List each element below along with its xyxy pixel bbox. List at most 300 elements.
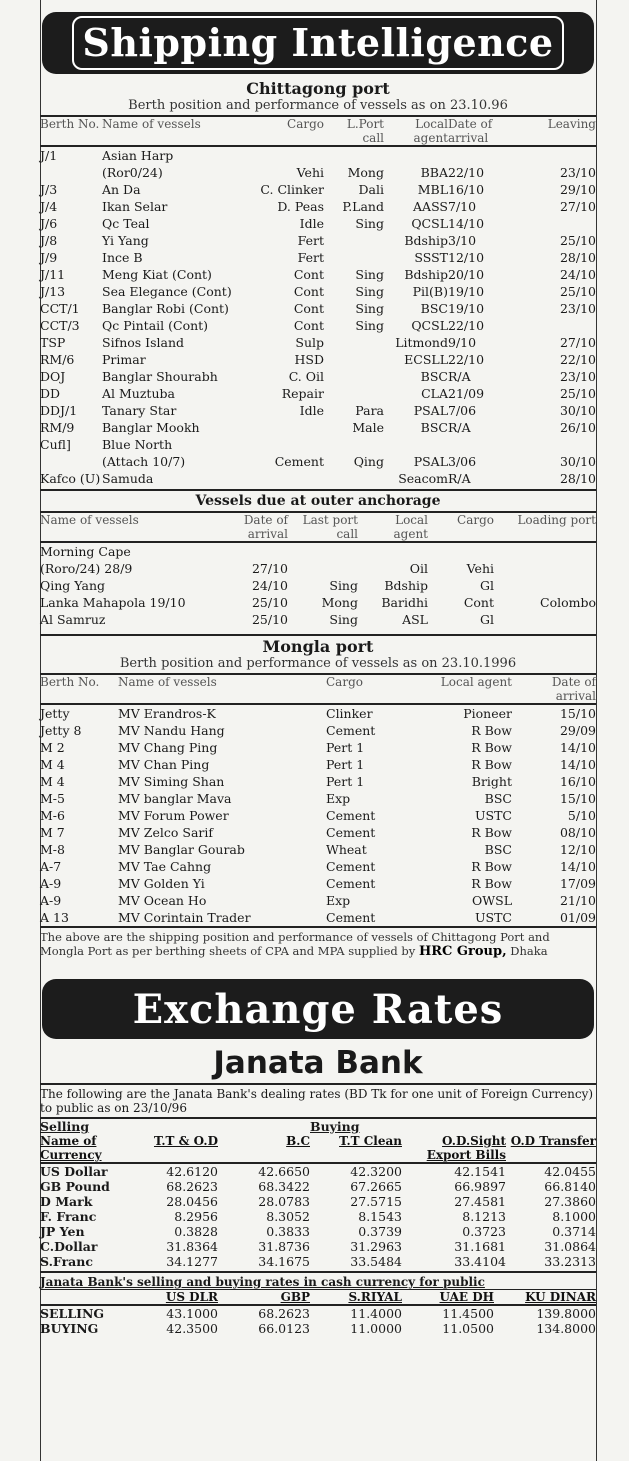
table-cell: 33.2313 — [544, 1254, 596, 1269]
table-cell: 28/10 — [559, 471, 596, 486]
table-cell: R Bow — [471, 859, 512, 874]
table-cell: Al Samruz — [40, 612, 106, 627]
exchange-header-row — [40, 1134, 596, 1163]
table-cell: 25/10 — [559, 284, 596, 299]
mongla-vessel-row — [40, 807, 596, 824]
table-cell: Bright — [471, 774, 512, 789]
table-cell — [324, 351, 384, 368]
column-header: Berth No. — [40, 675, 100, 689]
table-cell — [448, 146, 518, 164]
vessel-row — [40, 470, 596, 487]
table-cell: 42.6120 — [166, 1164, 218, 1179]
table-cell: PSAL — [413, 403, 448, 418]
column-header: Name of Currency — [40, 1134, 102, 1162]
table-cell: Cement — [326, 859, 376, 874]
cash-row — [40, 1305, 596, 1321]
outer-vessel-row — [40, 560, 596, 577]
column-header: Loading port — [517, 513, 596, 527]
table-cell: F. Franc — [40, 1209, 97, 1224]
table-cell: C.Dollar — [40, 1239, 98, 1254]
vessel-row — [40, 249, 596, 266]
column-header: KU DINAR — [525, 1290, 596, 1304]
table-cell: Blue North — [102, 437, 173, 452]
table-cell: 22/10 — [448, 165, 485, 180]
table-cell — [324, 232, 384, 249]
table-cell — [384, 436, 448, 453]
table-cell: 66.0123 — [258, 1321, 310, 1336]
table-cell: R Bow — [471, 757, 512, 772]
outer-vessel-row — [40, 594, 596, 611]
cash-body — [40, 1305, 596, 1336]
currency-row — [40, 1239, 596, 1254]
mongla-vessel-row — [40, 790, 596, 807]
mongla-vessel-row — [40, 722, 596, 739]
shipping-banner — [42, 12, 594, 74]
note-city: Dhaka — [510, 944, 548, 958]
cash-title: Janata Bank's selling and buying rates in cash currency for public — [40, 1271, 596, 1289]
column-header: B.C — [286, 1134, 310, 1148]
column-header: S.RIYAL — [348, 1290, 402, 1304]
table-cell: P.Land — [342, 199, 384, 214]
table-cell: MV Chang Ping — [118, 740, 218, 755]
table-cell: Cement — [326, 808, 376, 823]
table-cell: BSC — [484, 791, 512, 806]
table-cell: 27/10 — [251, 561, 288, 576]
table-cell: Cement — [274, 454, 324, 469]
table-cell: Seacom — [398, 471, 448, 486]
table-cell: Fert — [297, 250, 324, 265]
table-cell — [288, 542, 358, 560]
table-cell: SELLING — [40, 1306, 105, 1321]
table-cell: RM/6 — [40, 352, 75, 367]
table-cell: 27.4581 — [454, 1194, 506, 1209]
currency-row — [40, 1224, 596, 1239]
table-cell: Vehi — [296, 165, 324, 180]
table-cell: AASS — [413, 199, 448, 214]
table-cell: Colombo — [540, 595, 596, 610]
table-cell: 66.8140 — [544, 1179, 596, 1194]
column-header: Local agent — [440, 675, 512, 689]
table-cell: 28.0456 — [166, 1194, 218, 1209]
table-cell: M-6 — [40, 808, 65, 823]
table-cell: Sea Elegance (Cont) — [102, 284, 232, 299]
table-cell: 42.3200 — [350, 1164, 402, 1179]
table-cell: 11.4000 — [350, 1306, 402, 1321]
table-cell: D Mark — [40, 1194, 93, 1209]
table-cell: Cont — [463, 595, 494, 610]
table-cell: GB Pound — [40, 1179, 110, 1194]
table-cell — [494, 577, 596, 594]
currency-row — [40, 1254, 596, 1269]
column-header: US DLR — [165, 1290, 218, 1304]
outer-vessel-row — [40, 577, 596, 594]
exchange-banner — [42, 979, 594, 1039]
table-cell: Fert — [297, 233, 324, 248]
table-cell: 14/10 — [448, 216, 485, 231]
table-cell: 28/10 — [559, 250, 596, 265]
outer-vessel-row — [40, 542, 596, 560]
mongla-vessel-row — [40, 909, 596, 926]
table-cell: ECSLL — [404, 352, 448, 367]
column-header: Berth No. — [40, 117, 100, 131]
vessel-row — [40, 215, 596, 232]
table-cell — [40, 164, 102, 181]
table-cell: 27/10 — [559, 199, 596, 214]
table-cell: Banglar Mookh — [102, 420, 200, 435]
currency-row — [40, 1163, 596, 1179]
table-cell — [40, 453, 102, 470]
table-cell: Oil — [409, 561, 428, 576]
mongla-vessel-row — [40, 824, 596, 841]
column-header: Cargo — [287, 117, 324, 131]
table-cell: Pert 1 — [326, 740, 365, 755]
outer-anchorage-title: Vessels due at outer anchorage — [40, 489, 596, 511]
vessel-row — [40, 368, 596, 385]
table-cell — [384, 146, 448, 164]
table-cell: 3/06 — [448, 454, 477, 469]
table-cell: 25/10 — [559, 233, 596, 248]
table-cell: CCT/1 — [40, 301, 80, 316]
table-cell: R Bow — [471, 723, 512, 738]
table-cell: (Attach 10/7) — [102, 454, 186, 469]
table-cell: J/4 — [40, 199, 58, 214]
vessel-row — [40, 198, 596, 215]
exchange-body — [40, 1163, 596, 1269]
buying-label: Buying — [310, 1119, 360, 1134]
column-header: T.T Clean — [339, 1134, 402, 1148]
table-cell: 19/10 — [448, 284, 485, 299]
table-cell — [324, 368, 384, 385]
column-header: O.D.Sight Export Bills — [426, 1134, 506, 1162]
table-cell: Asian Harp — [102, 148, 174, 163]
table-cell: 15/10 — [559, 791, 596, 806]
table-cell: 01/09 — [559, 910, 596, 925]
vessel-row — [40, 334, 596, 351]
table-cell: USTC — [475, 910, 512, 925]
table-cell: Dali — [358, 182, 384, 197]
table-cell — [252, 436, 324, 453]
mongla-vessel-row — [40, 892, 596, 909]
table-cell: A-7 — [40, 859, 62, 874]
bank-name: Janata Bank — [213, 1045, 423, 1081]
table-cell: 5/10 — [567, 808, 596, 823]
table-cell: 11.0500 — [442, 1321, 494, 1336]
table-cell: 7/06 — [448, 403, 477, 418]
table-cell: DOJ — [40, 369, 66, 384]
vessel-row — [40, 232, 596, 249]
table-cell: 8.1543 — [358, 1209, 402, 1224]
vessel-row — [40, 146, 596, 164]
table-cell: 16/10 — [559, 774, 596, 789]
table-cell: Gl — [480, 612, 494, 627]
table-cell — [252, 470, 324, 487]
column-header: Name of vessels — [118, 675, 217, 689]
table-cell: MV Zelco Sarif — [118, 825, 213, 840]
table-cell: 8.1213 — [462, 1209, 506, 1224]
table-cell: Baridhi — [381, 595, 428, 610]
table-cell: R Bow — [471, 825, 512, 840]
table-cell: M 2 — [40, 740, 65, 755]
table-cell: A 13 — [40, 910, 69, 925]
table-cell: Al Muztuba — [102, 386, 175, 401]
table-cell: MV banglar Mava — [118, 791, 232, 806]
table-cell: Sing — [355, 301, 384, 316]
table-cell: Qc Teal — [102, 216, 150, 231]
table-cell: 7/10 — [448, 199, 477, 214]
table-cell: 22/10 — [448, 352, 485, 367]
table-cell: R Bow — [471, 740, 512, 755]
table-cell: HSD — [294, 352, 324, 367]
table-cell: Banglar Shourabh — [102, 369, 218, 384]
newspaper-column — [40, 0, 596, 1461]
table-cell: (Ror0/24) — [102, 165, 163, 180]
column-header: Name of vessels — [102, 117, 201, 131]
table-cell: 0.3739 — [358, 1224, 402, 1239]
table-cell: MBL — [417, 182, 448, 197]
table-cell: 33.4104 — [454, 1254, 506, 1269]
column-header: T.T & O.D — [153, 1134, 218, 1148]
column-header: L.Port call — [346, 117, 384, 145]
table-cell: M 7 — [40, 825, 65, 840]
vessel-row — [40, 164, 596, 181]
table-cell: 25/10 — [251, 612, 288, 627]
table-cell: Idle — [299, 216, 324, 231]
column-header: Local agent — [413, 117, 448, 145]
table-cell: PSAL — [413, 454, 448, 469]
table-cell: MV Nandu Hang — [118, 723, 225, 738]
table-cell: S.Franc — [40, 1254, 93, 1269]
table-cell: MV Corintain Trader — [118, 910, 251, 925]
table-cell — [358, 542, 428, 560]
table-cell: TSP — [40, 335, 66, 350]
table-cell: 27.3860 — [544, 1194, 596, 1209]
mongla-vessel-row — [40, 858, 596, 875]
table-cell: Pil(B) — [412, 284, 448, 299]
table-cell — [494, 542, 596, 560]
table-cell: USTC — [475, 808, 512, 823]
column-header: Date of arrival — [551, 675, 596, 703]
table-cell: 19/10 — [448, 301, 485, 316]
vessel-row — [40, 317, 596, 334]
table-cell: 12/10 — [559, 842, 596, 857]
cash-row — [40, 1321, 596, 1336]
table-cell: Bdship — [384, 578, 428, 593]
table-cell: Kafco (U) — [40, 471, 101, 486]
table-cell: Cont — [293, 301, 324, 316]
table-cell: Sing — [329, 578, 358, 593]
table-cell: Para — [355, 403, 384, 418]
table-cell: MV Erandros-K — [118, 706, 216, 721]
mongla-vessel-row — [40, 704, 596, 722]
table-cell: Qing — [353, 454, 384, 469]
note-group: HRC Group, — [418, 944, 507, 959]
table-cell: US Dollar — [40, 1164, 108, 1179]
table-cell: 24/10 — [559, 267, 596, 282]
table-cell — [324, 249, 384, 266]
table-cell: 42.1541 — [454, 1164, 506, 1179]
table-cell: Jetty 8 — [40, 723, 82, 738]
table-cell — [518, 317, 596, 334]
table-cell: Pert 1 — [326, 757, 365, 772]
table-cell: M-8 — [40, 842, 65, 857]
table-cell: 42.6650 — [258, 1164, 310, 1179]
table-cell: 20/10 — [448, 267, 485, 282]
table-cell: MV Siming Shan — [118, 774, 225, 789]
table-cell: 16/10 — [448, 182, 485, 197]
table-cell: 17/09 — [559, 876, 596, 891]
table-cell: 34.1675 — [258, 1254, 310, 1269]
table-cell: 31.2963 — [350, 1239, 402, 1254]
table-cell: 21/09 — [448, 386, 485, 401]
table-cell — [494, 611, 596, 628]
table-cell: 28.0783 — [258, 1194, 310, 1209]
table-cell: 23/10 — [559, 301, 596, 316]
mongla-subtitle: Berth position and performance of vessels as on 23.10.1996 — [119, 656, 517, 671]
table-cell: Cufl] — [40, 437, 71, 452]
table-cell: Sulp — [295, 335, 324, 350]
table-cell: (Roro/24) 28/9 — [40, 561, 133, 576]
table-cell: R Bow — [471, 876, 512, 891]
table-cell: Yi Yang — [102, 233, 149, 248]
table-cell: Sing — [355, 284, 384, 299]
table-cell: C. Clinker — [260, 182, 324, 197]
table-cell: 24/10 — [251, 578, 288, 593]
column-rule-right — [596, 0, 597, 1461]
table-cell: D. Peas — [277, 199, 324, 214]
table-cell: Cont — [293, 267, 324, 282]
table-cell — [252, 146, 324, 164]
table-cell: Samuda — [102, 471, 154, 486]
table-cell: 34.1277 — [166, 1254, 218, 1269]
table-cell: 25/10 — [251, 595, 288, 610]
table-cell: A-9 — [40, 876, 62, 891]
table-cell: 68.2623 — [166, 1179, 218, 1194]
vessel-row — [40, 351, 596, 368]
chittagong-header-row — [40, 116, 596, 146]
table-cell: J/3 — [40, 182, 58, 197]
table-cell: Sing — [355, 318, 384, 333]
mongla-vessel-row — [40, 739, 596, 756]
table-cell: 66.9897 — [454, 1179, 506, 1194]
table-cell: MV Chan Ping — [118, 757, 210, 772]
table-cell: 08/10 — [559, 825, 596, 840]
table-cell: 15/10 — [559, 706, 596, 721]
column-header: Date of arrival — [243, 513, 288, 541]
table-cell: Primar — [102, 352, 146, 367]
table-cell: R/A — [448, 471, 471, 486]
table-cell — [324, 334, 384, 351]
table-cell: Pioneer — [463, 706, 512, 721]
table-cell: Cont — [293, 318, 324, 333]
table-cell: J/1 — [40, 148, 58, 163]
column-header: Date of arrival — [448, 117, 493, 145]
table-cell: Cement — [326, 910, 376, 925]
table-cell: 27/10 — [559, 335, 596, 350]
table-cell — [324, 385, 384, 402]
table-cell: Vehi — [466, 561, 494, 576]
table-cell: 30/10 — [559, 454, 596, 469]
table-cell: Mong — [347, 165, 384, 180]
table-cell: 30/10 — [559, 403, 596, 418]
table-cell: BSC — [420, 369, 448, 384]
cash-table — [40, 1289, 596, 1336]
table-cell: 22/10 — [448, 318, 485, 333]
chittagong-table — [40, 115, 596, 487]
table-cell: QCSL — [411, 318, 448, 333]
table-cell — [428, 542, 494, 560]
mongla-table — [40, 673, 596, 926]
column-header: Cargo — [457, 513, 494, 527]
table-cell: 27.5715 — [350, 1194, 402, 1209]
table-cell: 0.3833 — [266, 1224, 310, 1239]
table-cell: MV Tae Cahng — [118, 859, 212, 874]
table-cell: M 4 — [40, 774, 65, 789]
table-cell: MV Golden Yi — [118, 876, 205, 891]
table-cell: Mong — [321, 595, 358, 610]
table-cell: 12/10 — [448, 250, 485, 265]
chittagong-subtitle: Berth position and performance of vessels as on 23.10.96 — [128, 98, 508, 113]
note-text: The above are the shipping position and performance of vessels of Chittagong Port and Mongla Port as per berthing sheets of CPA and MPA supplied by — [40, 930, 550, 958]
table-cell: Litmond — [395, 335, 448, 350]
table-cell: RM/9 — [40, 420, 75, 435]
table-cell: Repair — [281, 386, 324, 401]
table-cell — [518, 146, 596, 164]
table-cell: 9/10 — [448, 335, 477, 350]
mongla-vessel-row — [40, 756, 596, 773]
table-cell: Qc Pintail (Cont) — [102, 318, 209, 333]
table-cell: 68.3422 — [258, 1179, 310, 1194]
table-cell — [324, 436, 384, 453]
table-cell: J/9 — [40, 250, 58, 265]
vessel-row — [40, 402, 596, 419]
shipping-banner-title: Shipping Intelligence — [72, 16, 563, 70]
column-header: Name of vessels — [40, 513, 139, 527]
table-cell: J/6 — [40, 216, 58, 231]
table-cell: 31.8364 — [166, 1239, 218, 1254]
table-cell — [288, 560, 358, 577]
table-cell: 29/10 — [559, 182, 596, 197]
table-cell: Qing Yang — [40, 578, 106, 593]
table-cell: M 4 — [40, 757, 65, 772]
table-cell: 14/10 — [559, 859, 596, 874]
table-cell: 11.4500 — [442, 1306, 494, 1321]
table-cell: C. Oil — [288, 369, 324, 384]
table-cell: Cement — [326, 876, 376, 891]
table-cell: Lanka Mahapola 19/10 — [40, 595, 186, 610]
table-cell: Male — [352, 420, 384, 435]
chittagong-title: Chittagong port — [246, 79, 390, 98]
table-cell: 43.1000 — [166, 1306, 218, 1321]
vessel-row — [40, 385, 596, 402]
table-cell: Pert 1 — [326, 774, 365, 789]
table-cell: DDJ/1 — [40, 403, 78, 418]
table-cell — [518, 215, 596, 232]
mongla-vessel-row — [40, 841, 596, 858]
mongla-vessel-row — [40, 773, 596, 790]
selling-label: Selling — [40, 1119, 90, 1134]
column-header: Cargo — [326, 675, 363, 689]
cash-header-row — [40, 1290, 596, 1306]
vessel-row — [40, 300, 596, 317]
table-cell: Meng Kiat (Cont) — [102, 267, 212, 282]
mongla-body — [40, 704, 596, 926]
table-cell: SSST — [414, 250, 448, 265]
table-cell: BSC — [484, 842, 512, 857]
table-cell: Ince B — [102, 250, 143, 265]
table-cell: MV Banglar Gourab — [118, 842, 245, 857]
mongla-title: Mongla port — [40, 634, 596, 656]
chittagong-body — [40, 146, 596, 487]
